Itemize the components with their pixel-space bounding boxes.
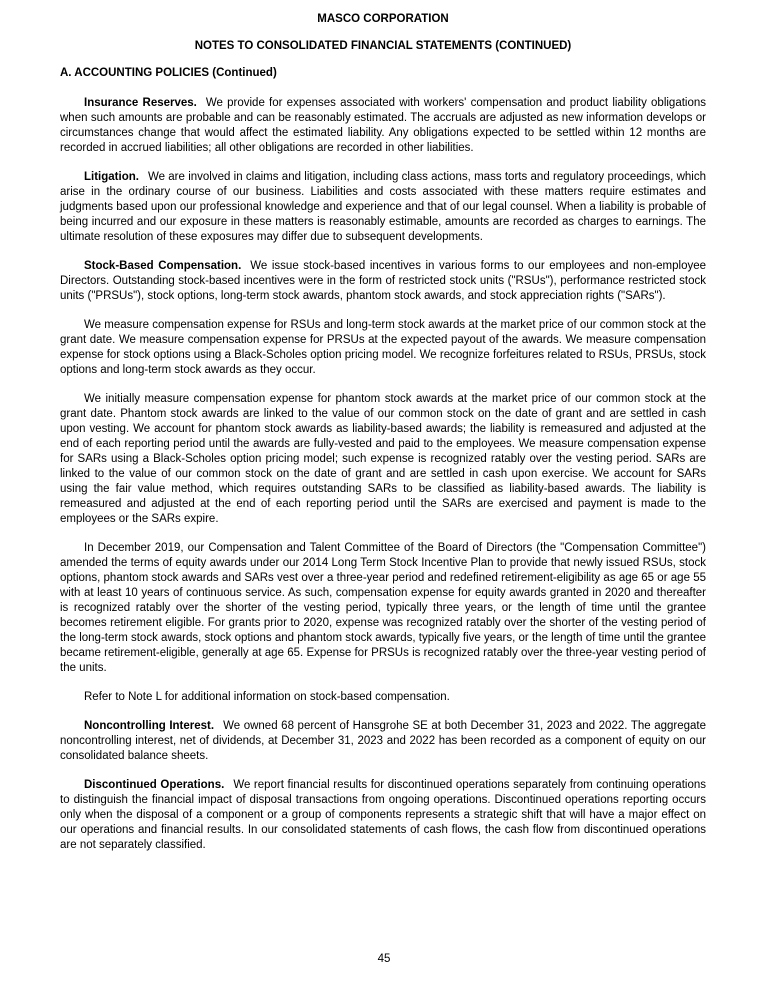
paragraphs-container bbox=[60, 96, 706, 853]
paragraph-phantom-stock-and-sars bbox=[60, 392, 706, 527]
paragraph-litigation bbox=[60, 170, 706, 245]
page-number: 45 bbox=[377, 953, 391, 965]
paragraph-lead: Stock-Based Compensation. bbox=[84, 260, 242, 272]
document-title: NOTES TO CONSOLIDATED FINANCIAL STATEMENTS (CONTINUED) bbox=[194, 40, 572, 52]
paragraph-lead: Noncontrolling Interest. bbox=[84, 720, 215, 732]
paragraph-lead: Insurance Reserves. bbox=[84, 97, 197, 109]
paragraph-stock-based-compensation bbox=[60, 259, 706, 304]
document-header bbox=[60, 12, 706, 54]
company-title: MASCO CORPORATION bbox=[317, 13, 449, 25]
paragraph-insurance-reserves bbox=[60, 96, 706, 156]
paragraph-note-l-reference bbox=[60, 690, 706, 705]
paragraph-text: In December 2019, our Compensation and Talent Committee of the Board of Directors (the "Compensation Committee") amended the terms of equity awards under our 2014 Long Term Stock Incentive Plan to provide that newly issued RSUs, stock options, phantom stock awards and SARs vest over a three-year period and redefined retirement-eligibility as age 65 or age 55 with at least 10 years of continuous service. As such, compensation expense for equity awards granted in 2020 and thereafter is recognized ratably over the shorter of the vesting period, typically three years, or the length of time until the grantee becomes retirement eligible. For grants prior to 2020, expense was recognized ratably over the shorter of the vesting period of the long-term stock awards, stock options and phantom stock awards, typically five years, or the length of time until the grantee became retirement-eligible, generally at age 65. Expense for PRSUs is recognized ratably over the three-year vesting period of the units. bbox=[60, 542, 706, 674]
section-heading: A. ACCOUNTING POLICIES (Continued) bbox=[60, 67, 277, 79]
paragraph-lead: Discontinued Operations. bbox=[84, 779, 225, 791]
paragraph-text: We are involved in claims and litigation, including class actions, mass torts and regulatory proceedings, which arise in the ordinary course of our business. Liabilities and costs associated with these matters require estimates and judgments based upon our professional knowledge and experience and that of our legal counsel. When a liability is probable of being incurred and our exposure in these matters is reasonably estimable, amounts are recorded as charges to earnings. The ultimate resolution of these exposures may differ due to subsequent developments. bbox=[60, 171, 706, 243]
paragraph-text: We provide for expenses associated with workers' compensation and product liability obligations when such amounts are probable and can be reasonably estimated. The accruals are adjusted as new information develops or circumstances change that would affect the estimated liability. Any obligations expected to be settled within 12 months are recorded in accrued liabilities; all other obligations are recorded in other liabilities. bbox=[60, 97, 707, 154]
paragraph-text: We issue stock-based incentives in various forms to our employees and non-employee Directors. Outstanding stock-based incentives were in the form of restricted stock units ("RSUs"), performance restricted stock units ("PRSUs"), stock options, long-term stock awards, phantom stock awards, and stock appreciation rights ("SARs"). bbox=[60, 260, 707, 302]
paragraph-compensation-committee-2019 bbox=[60, 541, 706, 676]
paragraph-lead: Litigation. bbox=[84, 171, 139, 183]
paragraph-text: We initially measure compensation expense for phantom stock awards at the market price of our common stock at the grant date. Phantom stock awards are linked to the value of our common stock on the date of grant and are settled in cash upon vesting. We account for phantom stock awards as liability-based awards; the liability is remeasured and adjusted at the end of each reporting period until the awards are fully-vested and paid to the employees. We measure compensation expense for SARs using a Black-Scholes option pricing model; such expense is recognized ratably over the vesting period. SARs are linked to the value of our common stock on the date of grant and are settled in cash upon exercise. We account for SARs using the fair value method, which requires outstanding SARs to be classified as liability-based awards. The liability is remeasured and adjusted at the end of each reporting period until the SARs are exercised and payment is made to the employees or the SARs expire. bbox=[60, 393, 706, 525]
paragraph-text: We report financial results for discontinued operations separately from continuing operations to distinguish the financial impact of disposal transactions from ongoing operations. Discontinued operations reporting occurs only when the disposal of a component or a group of components represents a strategic shift that will have a major effect on our operations and financial results. In our consolidated statements of cash flows, the cash flow from discontinued operations are not separately classified. bbox=[60, 779, 706, 851]
paragraph-noncontrolling-interest bbox=[60, 719, 706, 764]
paragraph-text: We measure compensation expense for RSUs and long-term stock awards at the market price of our common stock at the grant date. We measure compensation expense for PRSUs at the expected payout of the awards. We measure compensation expense for stock options using a Black-Scholes option pricing model. We recognize forfeitures related to RSUs, PRSUs, stock options and long-term stock awards as they occur. bbox=[60, 319, 706, 376]
paragraph-compensation-expense-measurement bbox=[60, 318, 706, 378]
paragraph-text: We owned 68 percent of Hansgrohe SE at both December 31, 2023 and 2022. The aggregate noncontrolling interest, net of dividends, at December 31, 2023 and 2022 has been recorded as a component of equity on our consolidated balance sheets. bbox=[60, 720, 707, 762]
paragraph-text: Refer to Note L for additional information on stock-based compensation. bbox=[84, 691, 450, 703]
paragraph-discontinued-operations bbox=[60, 778, 706, 853]
